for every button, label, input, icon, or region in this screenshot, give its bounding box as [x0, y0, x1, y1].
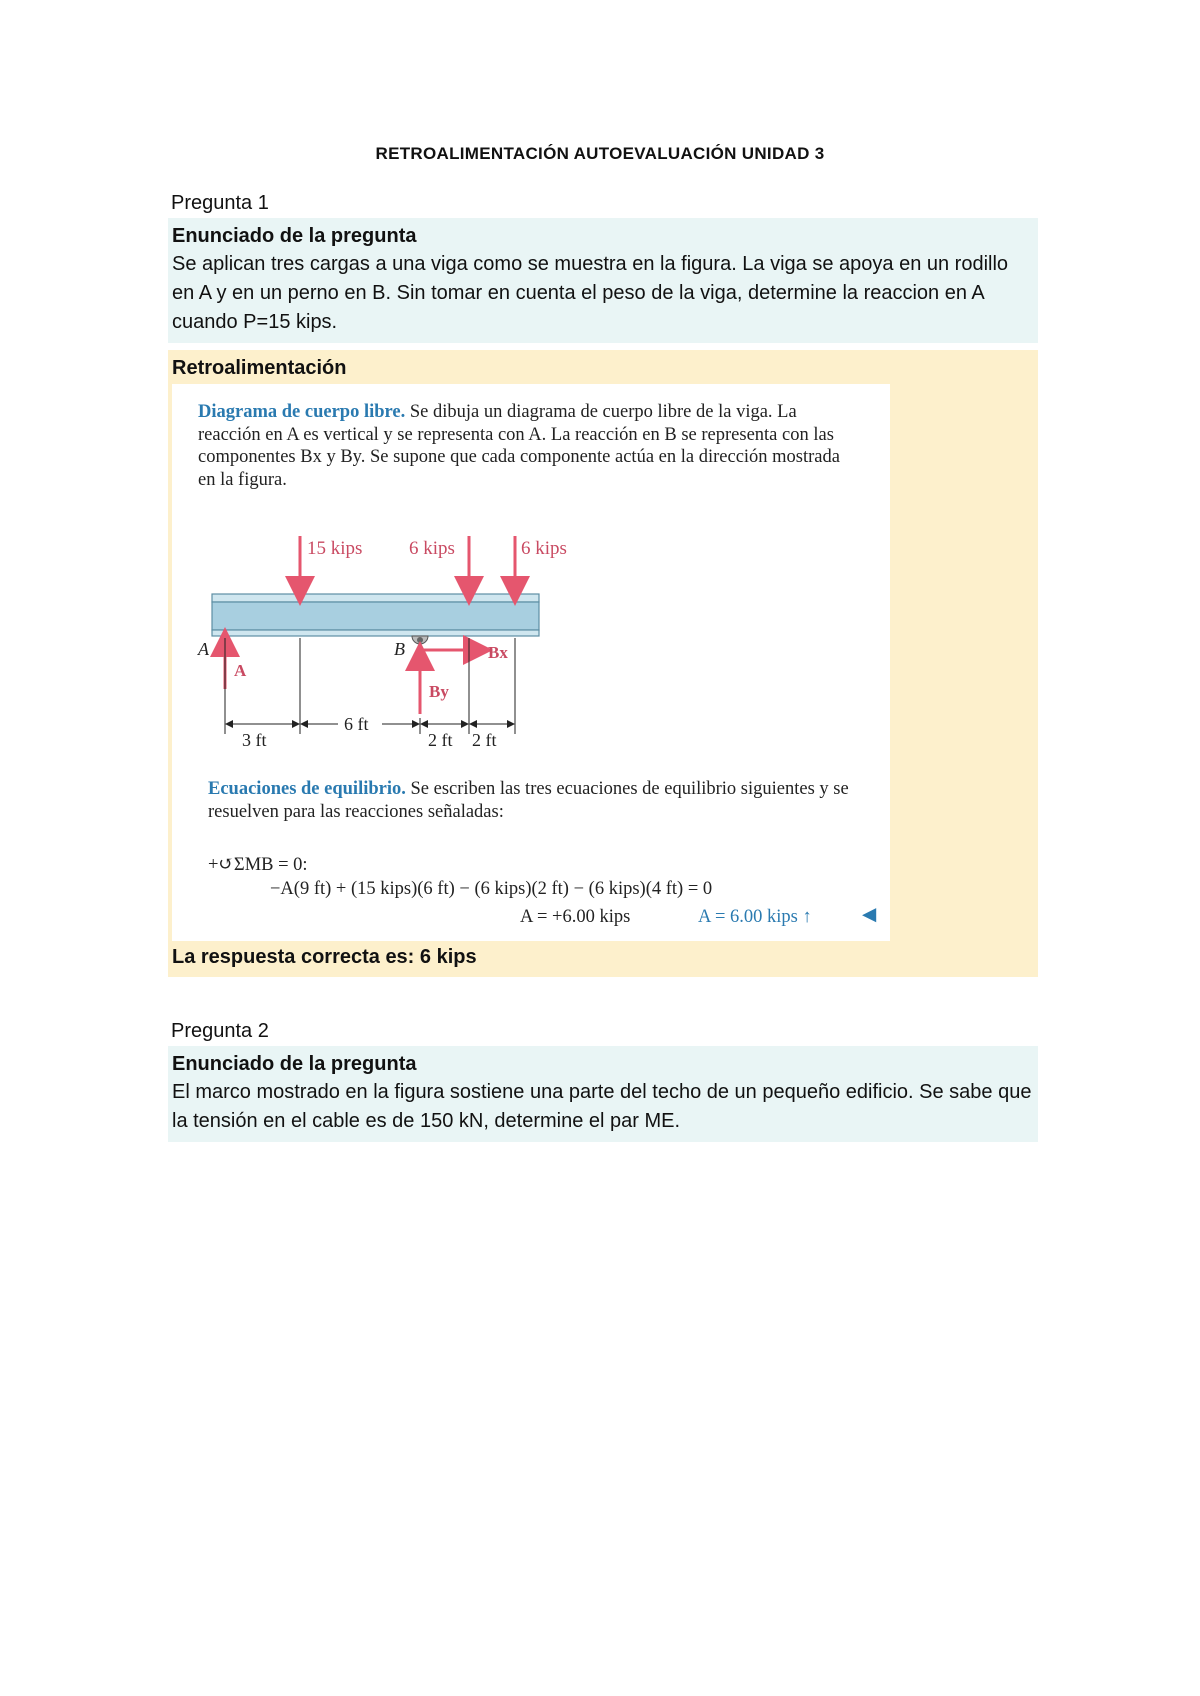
free-body-diagram-figure	[172, 384, 890, 941]
question-1-feedback	[168, 350, 1038, 977]
eq-line: −A(9 ft) + (15 kips)(6 ft) − (6 kips)(2 ft) − (6 kips)(4 ft) = 0	[270, 879, 713, 899]
eq-text: Se escriben las tres ecuaciones de equilibrio siguientes y se resuelven para las reacciones señaladas:	[208, 779, 849, 822]
question-2-label: Pregunta 2	[171, 1020, 269, 1042]
eq-moment: +↺ΣMB = 0:	[208, 855, 308, 875]
question-2-statement	[168, 1046, 1038, 1142]
statement-heading: Enunciado de la pregunta	[172, 225, 417, 247]
question-1-statement	[168, 218, 1038, 343]
load-label-15-kips: 15 kips	[307, 538, 363, 559]
by-label: By	[429, 682, 449, 701]
dim-label-6ft: 6 ft	[344, 714, 369, 734]
document-title: RETROALIMENTACIÓN AUTOEVALUACIÓN UNIDAD 3	[375, 144, 825, 163]
dim-label-2ft-1: 2 ft	[428, 730, 453, 750]
fbd-lead: Diagrama de cuerpo libre.	[198, 402, 406, 422]
fbd-text: Se dibuja un diagrama de cuerpo libre de la viga. La reacción en A es vertical y se representa con A. La reacción en B se representa con las componentes Bx y By. Se supone que cada componente actúa en la dirección mostrada en la figura.	[198, 402, 840, 490]
beam-top-flange	[212, 594, 539, 602]
eq-result: A = +6.00 kips	[520, 907, 631, 927]
pin-center	[417, 637, 423, 643]
bx-label: Bx	[488, 643, 508, 662]
eq-lead: Ecuaciones de equilibrio.	[208, 779, 406, 799]
dim-label-2ft-2: 2 ft	[472, 730, 497, 750]
statement-heading: Enunciado de la pregunta	[172, 1053, 417, 1075]
feedback-heading: Retroalimentación	[172, 357, 347, 379]
end-mark-icon: ◀	[862, 905, 877, 925]
beam-bottom-flange	[212, 630, 539, 636]
reaction-a-label: A	[234, 661, 247, 680]
statement-text: Se aplican tres cargas a una viga como se muestra en la figura. La viga se apoya en un rodillo en A y en un perno en B. Sin tomar en cuenta el peso de la viga, determine la reaccion en A cuando P=15 kips.	[172, 253, 1009, 333]
eq-final: A = 6.00 kips ↑	[698, 907, 812, 927]
beam-web	[212, 602, 539, 630]
load-label-6-kips-2: 6 kips	[521, 538, 567, 559]
point-a-label: A	[198, 639, 209, 659]
question-1-label: Pregunta 1	[171, 192, 269, 214]
equilibrium-paragraph	[208, 778, 868, 823]
load-label-6-kips-1: 6 kips	[409, 538, 455, 559]
dim-label-3ft: 3 ft	[242, 730, 267, 750]
point-b-label: B	[394, 639, 405, 659]
correct-answer: La respuesta correcta es: 6 kips	[172, 946, 477, 968]
statement-text: El marco mostrado en la figura sostiene una parte del techo de un pequeño edificio. Se sabe que la tensión en el cable es de 150 kN, determine el par ME.	[172, 1081, 1032, 1132]
